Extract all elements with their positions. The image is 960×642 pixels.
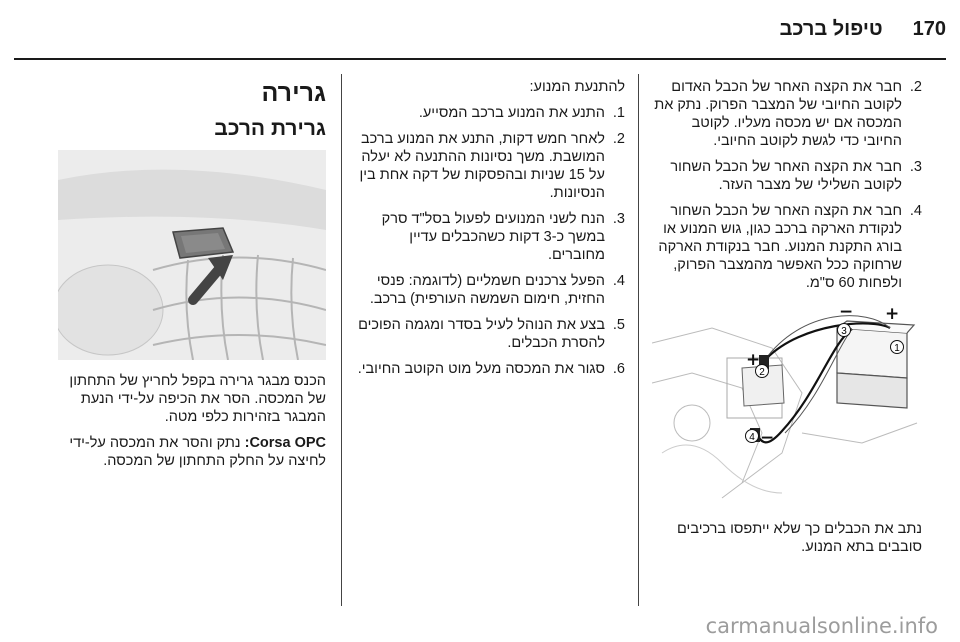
opc-instruction — [58, 434, 326, 470]
list-item — [355, 272, 625, 308]
page-number: 170 — [912, 18, 946, 40]
opc-label: Corsa OPC: — [244, 435, 326, 451]
step-text: הפעל צרכנים חשמליים (לדוגמה: פנסי החזית, חימום השמשה העורפית) ברכב. — [369, 273, 605, 307]
callout-3: 3 — [841, 326, 847, 337]
right-column — [652, 78, 922, 300]
chapter-title: טיפול ברכב — [779, 18, 883, 40]
minus-sign-helper: − — [839, 303, 854, 322]
step-number: 1. — [612, 105, 625, 121]
section-heading: גרירה — [261, 79, 326, 107]
watermark: carmanualsonline.info — [705, 614, 938, 638]
step-number: 4. — [909, 203, 922, 219]
list-item — [355, 104, 625, 122]
tow-eye-cover-photo — [58, 150, 326, 360]
list-item — [355, 130, 625, 202]
step-number: 2. — [909, 79, 922, 95]
list-item — [652, 78, 922, 150]
middle-column — [355, 78, 625, 386]
plus-sign-helper: + — [885, 304, 900, 324]
step-number: 6. — [612, 361, 625, 377]
header-rule — [14, 58, 946, 60]
list-item — [355, 210, 625, 264]
step-text: סגור את המכסה מעל מוט הקוטב החיובי. — [357, 361, 605, 377]
callout-1: 1 — [894, 343, 900, 354]
step-text: חבר את הקצה האחר של הכבל האדום לקוטב החיובי של המצבר הפרוק. נתק את המכסה אם יש מכסה מעליו. לקוטב החיובי כדי לגשת לקוטב החיובי. — [654, 79, 902, 149]
column-divider-right — [638, 74, 639, 606]
jump-cable-diagram — [652, 303, 922, 508]
step-text: בצע את הנוהל לעיל בסדר ומגמה הפוכים להסרת הכבלים. — [358, 317, 605, 351]
list-item — [355, 360, 625, 378]
opc-text: נתק והסר את המכסה על-ידי לחיצה על החלק התחתון של המכסה. — [69, 435, 326, 469]
callout-2: 2 — [759, 367, 765, 378]
cable-routing-note: נתב את הכבלים כך שלא ייתפסו ברכיבים סובבים בתא המנוע. — [677, 521, 922, 555]
engine-start-steps — [355, 104, 625, 378]
plus-sign-disabled: + — [746, 350, 761, 370]
list-item — [652, 202, 922, 292]
battery-illustration — [652, 303, 922, 508]
tow-instructions — [58, 372, 326, 478]
column-divider-left — [341, 74, 342, 606]
step-number: 3. — [612, 211, 625, 227]
step-number: 3. — [909, 159, 922, 175]
tow-body-text: הכנס מבגר גרירה בקפל לחריץ של התחתון של המכסה. הסר את הכיפה על-ידי הנעת המבגר בזהירות כלפי מטה. — [69, 373, 326, 425]
step-text: התנע את המנוע ברכב המסייע. — [418, 105, 605, 121]
callout-4: 4 — [749, 432, 755, 443]
routing-note — [652, 520, 922, 564]
list-item — [652, 158, 922, 194]
step-text: לאחר חמש דקות, התנע את המנוע ברכב המושבת. משך נסיונות ההתנעה לא יעלה על 15 שניות ובהפסקות של דקה אחת בין הנסיונות. — [359, 131, 605, 201]
left-column — [58, 78, 326, 156]
subsection-heading: גרירת הרכב — [214, 117, 326, 140]
step-number: 2. — [612, 131, 625, 147]
start-intro: להתנעת המנוע: — [529, 79, 625, 95]
step-text: הנח לשני המנועים לפעול בסל"ד סרק במשך כ-3 דקות כשהכבלים עדיין מחוברים. — [381, 211, 605, 263]
step-number: 5. — [612, 317, 625, 333]
list-item — [355, 316, 625, 352]
step-number: 4. — [612, 273, 625, 289]
header-title-bar — [780, 18, 946, 41]
step-text: חבר את הקצה האחר של הכבל השחור לקוטב השלילי של מצבר העזר. — [670, 159, 902, 193]
minus-sign-ground: − — [760, 428, 775, 448]
step-text: חבר את הקצה האחר של הכבל השחור לנקודת הארקה ברכב כגון, גוש המנוע או בורג התקנת המנוע. חבר בנקודת הארקה שרחוקה ככל האפשר מהמצבר הפרוק, ולפחות 60 ס"מ. — [658, 203, 902, 291]
bumper-illustration — [58, 150, 326, 360]
jump-start-steps-continued — [652, 78, 922, 292]
